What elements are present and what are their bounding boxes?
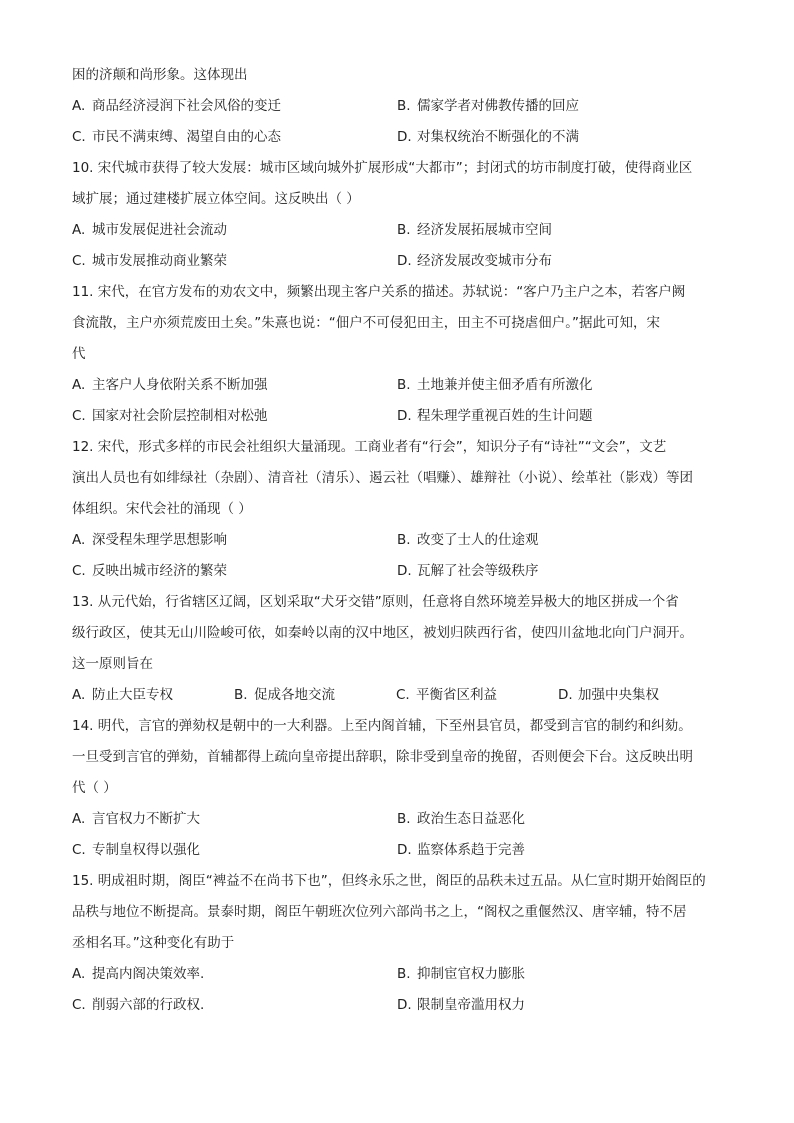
option-label: C. bbox=[72, 253, 86, 269]
option bbox=[397, 91, 722, 122]
option-label: C. bbox=[72, 563, 86, 579]
option-text: 对集权统治不断强化的不满 bbox=[417, 129, 579, 145]
option bbox=[72, 804, 397, 835]
option bbox=[397, 990, 722, 1021]
option bbox=[397, 246, 722, 277]
option bbox=[72, 122, 397, 153]
option bbox=[72, 680, 234, 711]
option-label: A. bbox=[72, 98, 86, 114]
text-line: 域扩展；通过建楼扩展立体空间。这反映出（ ） bbox=[72, 191, 360, 207]
option-text: 限制皇帝滥用权力 bbox=[417, 997, 525, 1013]
option-text: 经济发展拓展城市空间 bbox=[417, 222, 552, 238]
text-line: 体组织。宋代会社的涌现（ ） bbox=[72, 501, 252, 517]
option-text: 防止大臣专权 bbox=[92, 687, 173, 703]
options-row bbox=[72, 215, 722, 246]
option-label: C. bbox=[396, 687, 410, 703]
option-label: D. bbox=[558, 687, 573, 703]
option-text: 经济发展改变城市分布 bbox=[417, 253, 552, 269]
option-text: 专制皇权得以强化 bbox=[92, 842, 200, 858]
option-text: 市民不满束缚、渴望自由的心态 bbox=[92, 129, 281, 145]
document-page bbox=[72, 60, 722, 1021]
option-text: 言官权力不断扩大 bbox=[92, 811, 200, 827]
options-row bbox=[72, 680, 722, 711]
option bbox=[397, 959, 722, 990]
text-line: 11. 宋代，在官方发布的劝农文中，频繁出现主客户关系的描述。苏轼说：“客户乃主户之本，若客户阙 bbox=[72, 284, 686, 300]
option-label: A. bbox=[72, 222, 86, 238]
option-text: 削弱六部的行政权. bbox=[92, 997, 205, 1013]
option-label: B. bbox=[397, 966, 411, 982]
option-text: 抑制宦官权力膨胀 bbox=[417, 966, 525, 982]
option-text: 城市发展推动商业繁荣 bbox=[92, 253, 227, 269]
option bbox=[397, 401, 722, 432]
option-text: 加强中央集权 bbox=[578, 687, 659, 703]
option-label: D. bbox=[397, 563, 412, 579]
option bbox=[72, 556, 397, 587]
option-label: D. bbox=[397, 408, 412, 424]
option bbox=[397, 835, 722, 866]
option-text: 儒家学者对佛教传播的回应 bbox=[417, 98, 579, 114]
option bbox=[397, 370, 722, 401]
options-row bbox=[72, 556, 722, 587]
option-text: 改变了士人的仕途观 bbox=[417, 532, 539, 548]
option-label: A. bbox=[72, 966, 86, 982]
text-line: 品秩与地位不断提高。景泰时期，阁臣午朝班次位列六部尚书之上，“阁权之重偃然汉、唐宰辅，特不居 bbox=[72, 904, 687, 920]
option bbox=[72, 401, 397, 432]
option bbox=[72, 990, 397, 1021]
options-row bbox=[72, 959, 722, 990]
text-line: 这一原则旨在 bbox=[72, 656, 153, 672]
text-line: 丞相名耳。”这种变化有助于 bbox=[72, 935, 235, 951]
options-row bbox=[72, 246, 722, 277]
options-row bbox=[72, 91, 722, 122]
option bbox=[397, 556, 722, 587]
option-text: 反映出城市经济的繁荣 bbox=[92, 563, 227, 579]
option bbox=[72, 215, 397, 246]
option-label: C. bbox=[72, 129, 86, 145]
option-label: B. bbox=[397, 98, 411, 114]
text-line: 代（ ） bbox=[72, 780, 117, 796]
option bbox=[72, 959, 397, 990]
option bbox=[397, 215, 722, 246]
option-text: 促成各地交流 bbox=[254, 687, 335, 703]
option-label: D. bbox=[397, 253, 412, 269]
option-text: 商品经济浸润下社会风俗的变迁 bbox=[92, 98, 281, 114]
option bbox=[396, 680, 558, 711]
option-label: B. bbox=[397, 377, 411, 393]
option bbox=[397, 804, 722, 835]
text-line: 12. 宋代，形式多样的市民会社组织大量涌现。工商业者有“行会”，知识分子有“诗社”“文会”，文艺 bbox=[72, 439, 667, 455]
option-text: 政治生态日益恶化 bbox=[417, 811, 525, 827]
option-label: C. bbox=[72, 842, 86, 858]
option-label: D. bbox=[397, 997, 412, 1013]
option-label: A. bbox=[72, 532, 86, 548]
options-row bbox=[72, 804, 722, 835]
option bbox=[72, 246, 397, 277]
text-line: 级行政区，使其无山川险峻可依，如秦岭以南的汉中地区，被划归陕西行省，使四川盆地北向门户洞开。 bbox=[72, 625, 693, 641]
text-line: 演出人员也有如绯绿社（杂剧）、清音社（清乐）、遏云社（唱赚）、雄辩社（小说）、绘革社（影戏）等团 bbox=[72, 470, 693, 486]
text-line: 食流散，主户亦须荒废田土矣。”朱熹也说：“佃户不可侵犯田主，田主不可挠虐佃户。”据此可知，宋 bbox=[72, 315, 660, 331]
text-line: 10. 宋代城市获得了较大发展：城市区域向城外扩展形成“大都市”；封闭式的坊市制度打破，使得商业区 bbox=[72, 160, 693, 176]
options-row bbox=[72, 990, 722, 1021]
option bbox=[72, 370, 397, 401]
option-text: 土地兼并使主佃矛盾有所激化 bbox=[417, 377, 593, 393]
text-line: 一旦受到言官的弹劾，首辅都得上疏向皇帝提出辞职，除非受到皇帝的挽留，否则便会下台。这反映出明 bbox=[72, 749, 693, 765]
option-label: B. bbox=[234, 687, 248, 703]
option-text: 程朱理学重视百姓的生计问题 bbox=[417, 408, 593, 424]
options-row bbox=[72, 370, 722, 401]
option-text: 提高内阁决策效率. bbox=[92, 966, 205, 982]
option-label: D. bbox=[397, 842, 412, 858]
option bbox=[72, 525, 397, 556]
text-line: 代 bbox=[72, 346, 86, 362]
option bbox=[558, 680, 720, 711]
options-row bbox=[72, 122, 722, 153]
option-label: C. bbox=[72, 997, 86, 1013]
option bbox=[234, 680, 396, 711]
option bbox=[397, 525, 722, 556]
option-text: 主客户人身依附关系不断加强 bbox=[92, 377, 268, 393]
option bbox=[72, 835, 397, 866]
options-row bbox=[72, 525, 722, 556]
text-line: 15. 明成祖时期，阁臣“裨益不在尚书下也”，但终永乐之世，阁臣的品秩未过五品。从仁宣时期开始阁臣的 bbox=[72, 873, 706, 889]
text-line: 13. 从元代始，行省辖区辽阔，区划采取“犬牙交错”原则，任意将自然环境差异极大的地区拼成一个省 bbox=[72, 594, 679, 610]
option-text: 深受程朱理学思想影响 bbox=[92, 532, 227, 548]
option-label: B. bbox=[397, 811, 411, 827]
option-label: D. bbox=[397, 129, 412, 145]
option-text: 平衡省区利益 bbox=[416, 687, 497, 703]
option-label: B. bbox=[397, 222, 411, 238]
option-label: A. bbox=[72, 377, 86, 393]
option-text: 国家对社会阶层控制相对松弛 bbox=[92, 408, 268, 424]
option-text: 城市发展促进社会流动 bbox=[92, 222, 227, 238]
option-label: A. bbox=[72, 811, 86, 827]
text-line: 困的济颠和尚形象。这体现出 bbox=[72, 67, 248, 83]
options-row bbox=[72, 835, 722, 866]
option bbox=[72, 91, 397, 122]
option-label: B. bbox=[397, 532, 411, 548]
text-line: 14. 明代，言官的弹劾权是朝中的一大利器。上至内阁首辅，下至州县官员，都受到言官的制约和纠劾。 bbox=[72, 718, 692, 734]
option-text: 监察体系趋于完善 bbox=[417, 842, 525, 858]
options-row bbox=[72, 401, 722, 432]
option-label: A. bbox=[72, 687, 86, 703]
option-text: 瓦解了社会等级秩序 bbox=[417, 563, 539, 579]
option bbox=[397, 122, 722, 153]
option-label: C. bbox=[72, 408, 86, 424]
